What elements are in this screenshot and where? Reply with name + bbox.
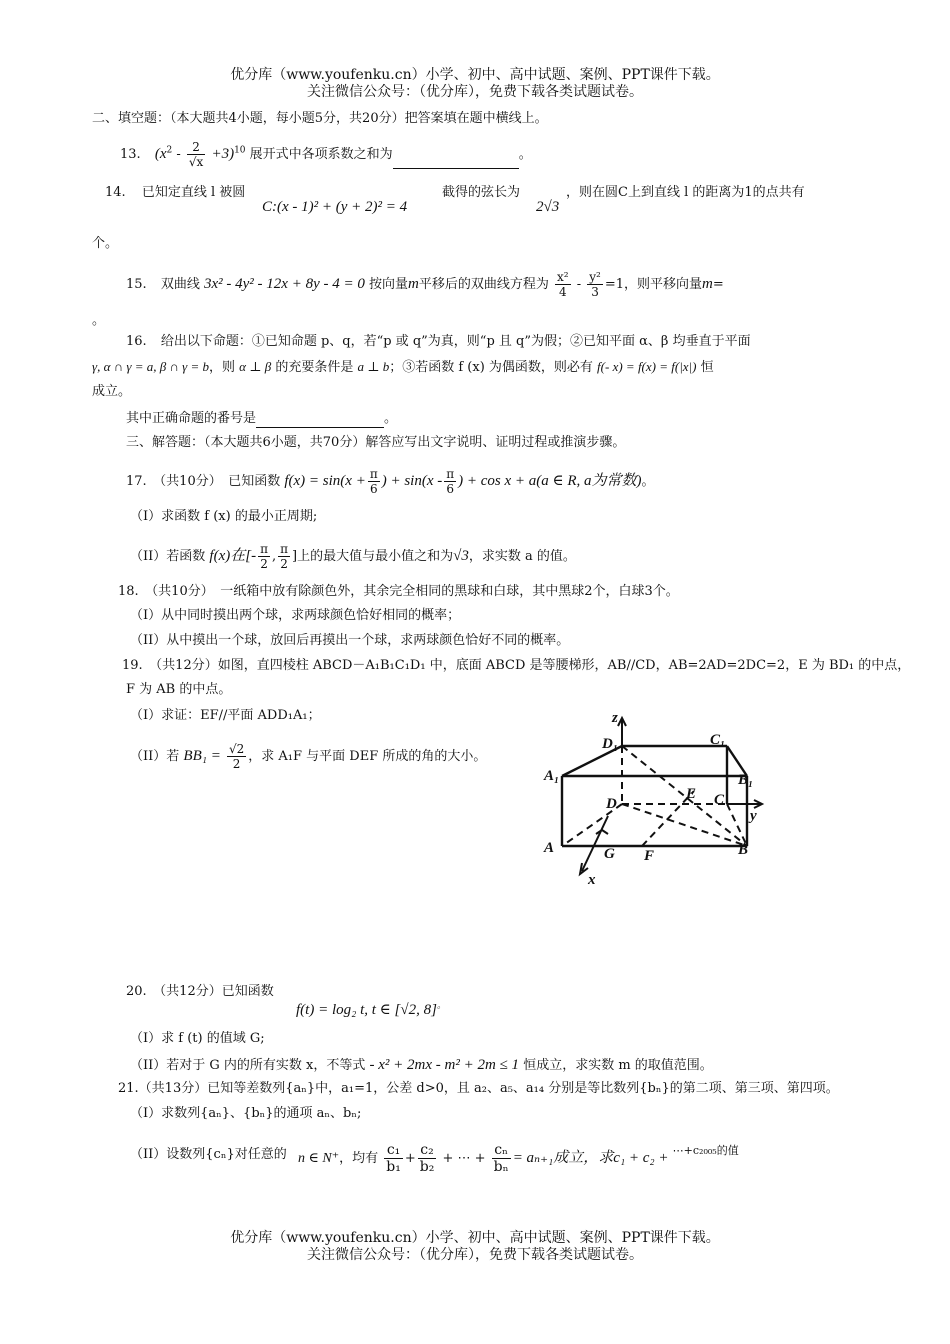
q21-c1: c₁: [384, 1142, 403, 1159]
q19-head-2: F 为 AB 的中点。: [126, 682, 232, 697]
q21-plus: +: [404, 1151, 416, 1166]
q19-part-2: [130, 742, 486, 771]
q21-part-2a: （II）设数列{cₙ}对任意的: [130, 1147, 287, 1162]
q19-bb1: BB₁ =: [183, 748, 221, 764]
q21-p2d: c₁ + c₂ +: [613, 1150, 669, 1166]
header-line-2: 关注微信公众号：（优分库），免费下载各类试题试卷。: [307, 84, 643, 100]
q15-number: 15.: [126, 277, 147, 292]
q14-chord-length: 2√3: [536, 199, 560, 215]
q21-part-2-formula: [298, 1142, 739, 1175]
q13-text: 展开式中各项系数之和为: [249, 147, 393, 162]
q16-line4: [126, 410, 397, 428]
q14-text-d: 个。: [92, 236, 119, 251]
q16-line2b: ，则: [209, 360, 236, 375]
label-g: G: [604, 846, 615, 862]
q20-inequality: - x² + 2mx - m² + 2m ≤ 1: [369, 1057, 520, 1073]
q17-p2f: ，求实数 a 的值。: [468, 549, 576, 564]
q17-sqrt3: √3: [453, 548, 469, 564]
q20-part-1: （I）求 f (t) 的值域 G;: [130, 1031, 265, 1046]
q18-part-2: （II）从中摸出一个球，放回后再摸出一个球，求两球颜色恰好不同的概率。: [130, 633, 570, 648]
q13-end: 。: [518, 147, 532, 162]
label-e: E: [686, 786, 697, 802]
question-16-line-2: [92, 358, 714, 377]
q17-pi-4: π: [280, 542, 288, 556]
q15-frac1-num: x²: [557, 270, 569, 284]
q16-line2a: γ, α ∩ γ = a, β ∩ γ = b: [92, 359, 209, 374]
q17-head: 17. （共10分） 已知函数: [126, 474, 281, 489]
q17-end: 。: [641, 474, 655, 489]
q15-text-d: =1，则平移向量: [604, 277, 703, 292]
question-13: 13. ($x^2$ - $\frac{2}{√x}$ +3)$^{10}$ 展开式中各项系数之和为 。: [120, 140, 532, 169]
label-b: B: [738, 842, 749, 858]
q16-line2c: α ⊥ β: [239, 359, 272, 374]
q14-text-c: ，则在圆C上到直线 l 的距离为1的点共有: [566, 185, 805, 200]
q15-vector-m: m: [408, 276, 419, 292]
q15-frac2-num: y²: [589, 270, 601, 284]
label-b1: B₁: [738, 772, 754, 788]
q17-f-c: ) + cos x + a(a ∈ R, a为常数): [458, 473, 642, 489]
q21-n-in-N: n ∈ N⁺: [298, 1151, 340, 1166]
footer-line-2: 关注微信公众号：（优分库），免费下载各类试题试卷。: [307, 1247, 643, 1263]
q13-frac-den: √x: [188, 155, 204, 169]
q20-part-2: [130, 1056, 713, 1075]
q21-p2c: = aₙ₊₁成立，求: [512, 1150, 614, 1166]
q15-frac2-den: 3: [591, 285, 599, 299]
q20-head: 20. （共12分）已知函数: [126, 984, 274, 999]
question-15: 15. 双曲线 3x² - 4y² - 12x + 8y - 4 = 0 按向量m平移后的双曲线方程为 $\frac{\text{x²}}{4}$ - $\frac{\text{y²}}{3}$ =1，则平移向量m=: [126, 270, 724, 299]
q21-b1: b₁: [386, 1159, 401, 1175]
q18-part-1: （I）从中同时摸出两个球，求两球颜色恰好相同的概率；: [130, 608, 461, 623]
q21-head: 21.（共13分）已知等差数列{aₙ}中，a₁=1，公差 d>0，且 a₂、a₅、a₁₄ 分别是等比数列{bₙ}的第二项、第三项、第四项。: [118, 1081, 839, 1096]
q19-part-1: （I）求证：EF//平面 ADD₁A₁；: [130, 708, 321, 723]
q20-function: [296, 996, 446, 1019]
q14-text-b: 截得的弦长为: [442, 185, 521, 200]
q16-line2g: f(- x) = f(x) = f(|x|): [597, 359, 697, 374]
label-c1: C₁: [710, 732, 726, 748]
q16-line2f: ；③若函数 f (x) 为偶函数，则必有: [389, 360, 593, 375]
label-a1: A₁: [544, 768, 560, 784]
q13-answer-blank: [393, 154, 519, 169]
q15-text-c: 平移后的双曲线方程为: [418, 277, 549, 292]
q13-exponent: 10: [234, 145, 246, 156]
q15-end: 。: [92, 313, 106, 328]
q21-bn: bₙ: [493, 1159, 509, 1175]
q15-text-a: 双曲线: [160, 277, 200, 292]
prism-figure: [532, 706, 772, 886]
q21-c2: c₂: [418, 1142, 437, 1159]
label-y: y: [750, 808, 757, 824]
q16-line3: 成立。: [92, 384, 132, 399]
q17-pi-1: π: [369, 467, 378, 481]
q17-f-b: ) + sin(x -: [381, 473, 443, 489]
q21-part-1: （I）求数列{aₙ}、{bₙ}的通项 aₙ、bₙ;: [130, 1106, 362, 1121]
q21-p2b: ，均有: [339, 1151, 379, 1166]
q17-p2b: f(x)在[-: [209, 548, 257, 564]
q19-frac-den: 2: [232, 757, 241, 771]
q15-text-e: =: [712, 277, 724, 292]
q17-six-2: 6: [446, 482, 455, 496]
q16-number: 16.: [126, 334, 147, 349]
q17-two-1: 2: [260, 557, 268, 571]
label-d: D: [606, 796, 617, 812]
q14-number: 14.: [105, 185, 126, 200]
q17-p2d: ]: [292, 549, 298, 564]
q20-f: f(t) = log₂ t, t ∈ [√2, 8]: [296, 1002, 437, 1018]
label-z: z: [612, 710, 618, 726]
question-14-line-1: [105, 184, 245, 202]
q17-p2e: 上的最大值与最小值之和为: [297, 549, 454, 564]
q15-frac1-den: 4: [558, 285, 567, 299]
q19-head: 19. （共12分）如图，直四棱柱 ABCD－A₁B₁C₁D₁ 中，底面 ABCD 是等腰梯形，AB//CD，AB=2AD=2DC=2，E 为 BD₁ 的中点，: [122, 658, 911, 673]
q16-line2h: 恒: [700, 360, 714, 375]
q17-part-1: （I）求函数 f (x) 的最小正周期;: [130, 509, 318, 524]
q18-head: 18. （共10分） 一纸箱中放有除颜色外，其余完全相同的黑球和白球，其中黑球2个，白球3个。: [118, 584, 679, 599]
q21-dots: + ⋯ +: [442, 1151, 486, 1166]
label-x: x: [588, 872, 596, 886]
q14-circle-equation: C:(x - 1)² + (y + 2)² = 4: [262, 199, 408, 215]
q16-line2d: 的充要条件是: [275, 360, 354, 375]
q14-text-a: 已知定直线 l 被圆: [141, 185, 246, 200]
q17-six-1: 6: [369, 482, 378, 496]
q20-end: 。: [436, 1000, 446, 1010]
q21-p2e: ⋯+c₂₀₀₅的值: [672, 1144, 739, 1157]
q17-p2c: ,: [271, 549, 277, 564]
header-line-1: 优分库（www.youfenku.cn）小学、初中、高中试题、案例、PPT课件下载。: [230, 67, 720, 83]
label-a: A: [544, 840, 555, 856]
q19-p2b: ，求 A₁F 与平面 DEF 所成的角的大小。: [248, 749, 487, 764]
q16-line1: 给出以下命题：①已知命题 p、q，若“p 或 q”为真，则“p 且 q”为假；②已知平面 α、β 均垂直于平面: [160, 334, 751, 349]
q15-text-b: 按向量: [368, 277, 408, 292]
q19-frac-num: √2: [228, 742, 245, 756]
question-17: [126, 467, 655, 496]
q15-vector-m-2: m: [702, 276, 713, 292]
section-3-title: 三、解答题：（本大题共6小题，共70分）解答应写出文字说明、证明过程或推演步骤。: [126, 435, 626, 450]
footer-line-1: 优分库（www.youfenku.cn）小学、初中、高中试题、案例、PPT课件下载。: [230, 1230, 720, 1246]
q21-b2: b₂: [419, 1159, 435, 1175]
label-c: C: [714, 792, 725, 808]
q20-p2a: （II）若对于 G 内的所有实数 x，不等式: [130, 1058, 366, 1073]
q16-line4-end: 。: [384, 411, 398, 426]
q17-p2a: （II）若函数: [130, 549, 206, 564]
q16-answer-blank: [256, 413, 384, 428]
q13-expr-b: +3): [211, 146, 235, 162]
q15-hyperbola: 3x² - 4y² - 12x + 8y - 4 = 0: [203, 276, 365, 292]
q16-line2e: a ⊥ b: [357, 359, 390, 374]
q17-pi-2: π: [446, 467, 455, 481]
q13-expr-a: (x: [154, 146, 167, 162]
q17-f-a: f(x) = sin(x +: [284, 473, 366, 489]
label-f: F: [644, 848, 655, 864]
q17-pi-3: π: [260, 542, 268, 556]
question-16-line-1: [126, 333, 751, 351]
q17-part-2: [130, 542, 576, 571]
q19-p2a: （II）若: [130, 749, 180, 764]
q21-cn: cₙ: [492, 1142, 511, 1159]
q20-p2b: 恒成立，求实数 m 的取值范围。: [523, 1058, 713, 1073]
q16-line4-text: 其中正确命题的番号是: [126, 411, 257, 426]
section-2-title: 二、填空题：（本大题共4小题，每小题5分，共20分）把答案填在题中横线上。: [92, 111, 548, 126]
q17-two-2: 2: [280, 557, 288, 571]
q13-frac-num: 2: [187, 140, 205, 155]
label-d1: D₁: [602, 736, 619, 752]
q13-number: 13.: [120, 147, 141, 162]
